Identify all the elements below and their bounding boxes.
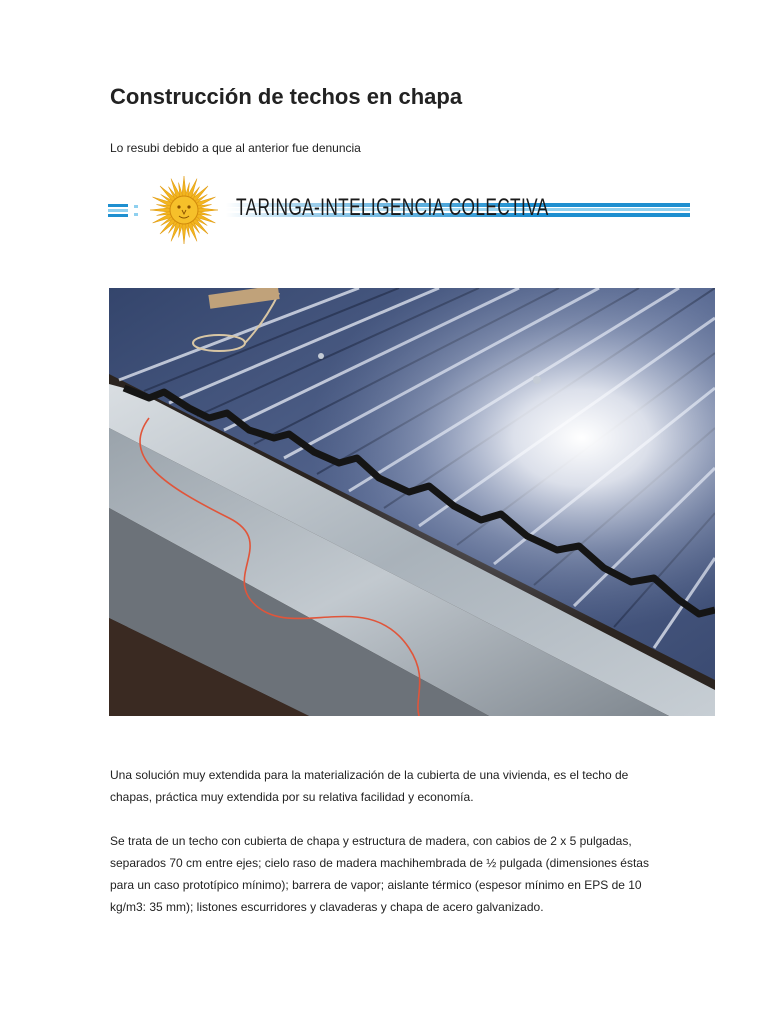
taringa-banner bbox=[108, 172, 692, 246]
roof-photo bbox=[109, 288, 715, 716]
page-subtitle: Lo resubi debido a que al anterior fue denuncia bbox=[110, 141, 361, 155]
corrugated-metal-roof-photo-icon bbox=[109, 288, 715, 716]
banner-dot bbox=[134, 213, 138, 216]
page-title: Construcción de techos en chapa bbox=[110, 84, 463, 109]
banner-stripe-left bbox=[108, 214, 128, 217]
banner-stripe-left bbox=[108, 204, 128, 207]
paragraph: Una solución muy extendida para la materialización de la cubierta de una vivienda, es el techo de chapas, práctica muy extendida por su relativa facilidad y economía. bbox=[110, 768, 629, 804]
banner-title: TARINGA-INTELIGENCIA COLECTIVA bbox=[236, 194, 549, 221]
banner-dot bbox=[134, 205, 138, 208]
banner-stripe-left bbox=[108, 209, 128, 212]
paragraph: Se trata de un techo con cubierta de chapa y estructura de madera, con cabios de 2 x 5 pulgadas, separados 70 cm entre ejes; cielo raso de madera machihembrada de ½ pulgada (dimensiones éstas para un caso prototípico mínimo); barrera de vapor; aislante térmico (espesor mínimo en EPS de 10 kg/m3: 35 mm); listones escurridores y clavaderas y chapa de acero galvanizado. bbox=[110, 834, 649, 914]
argentina-sun-icon bbox=[150, 176, 218, 244]
